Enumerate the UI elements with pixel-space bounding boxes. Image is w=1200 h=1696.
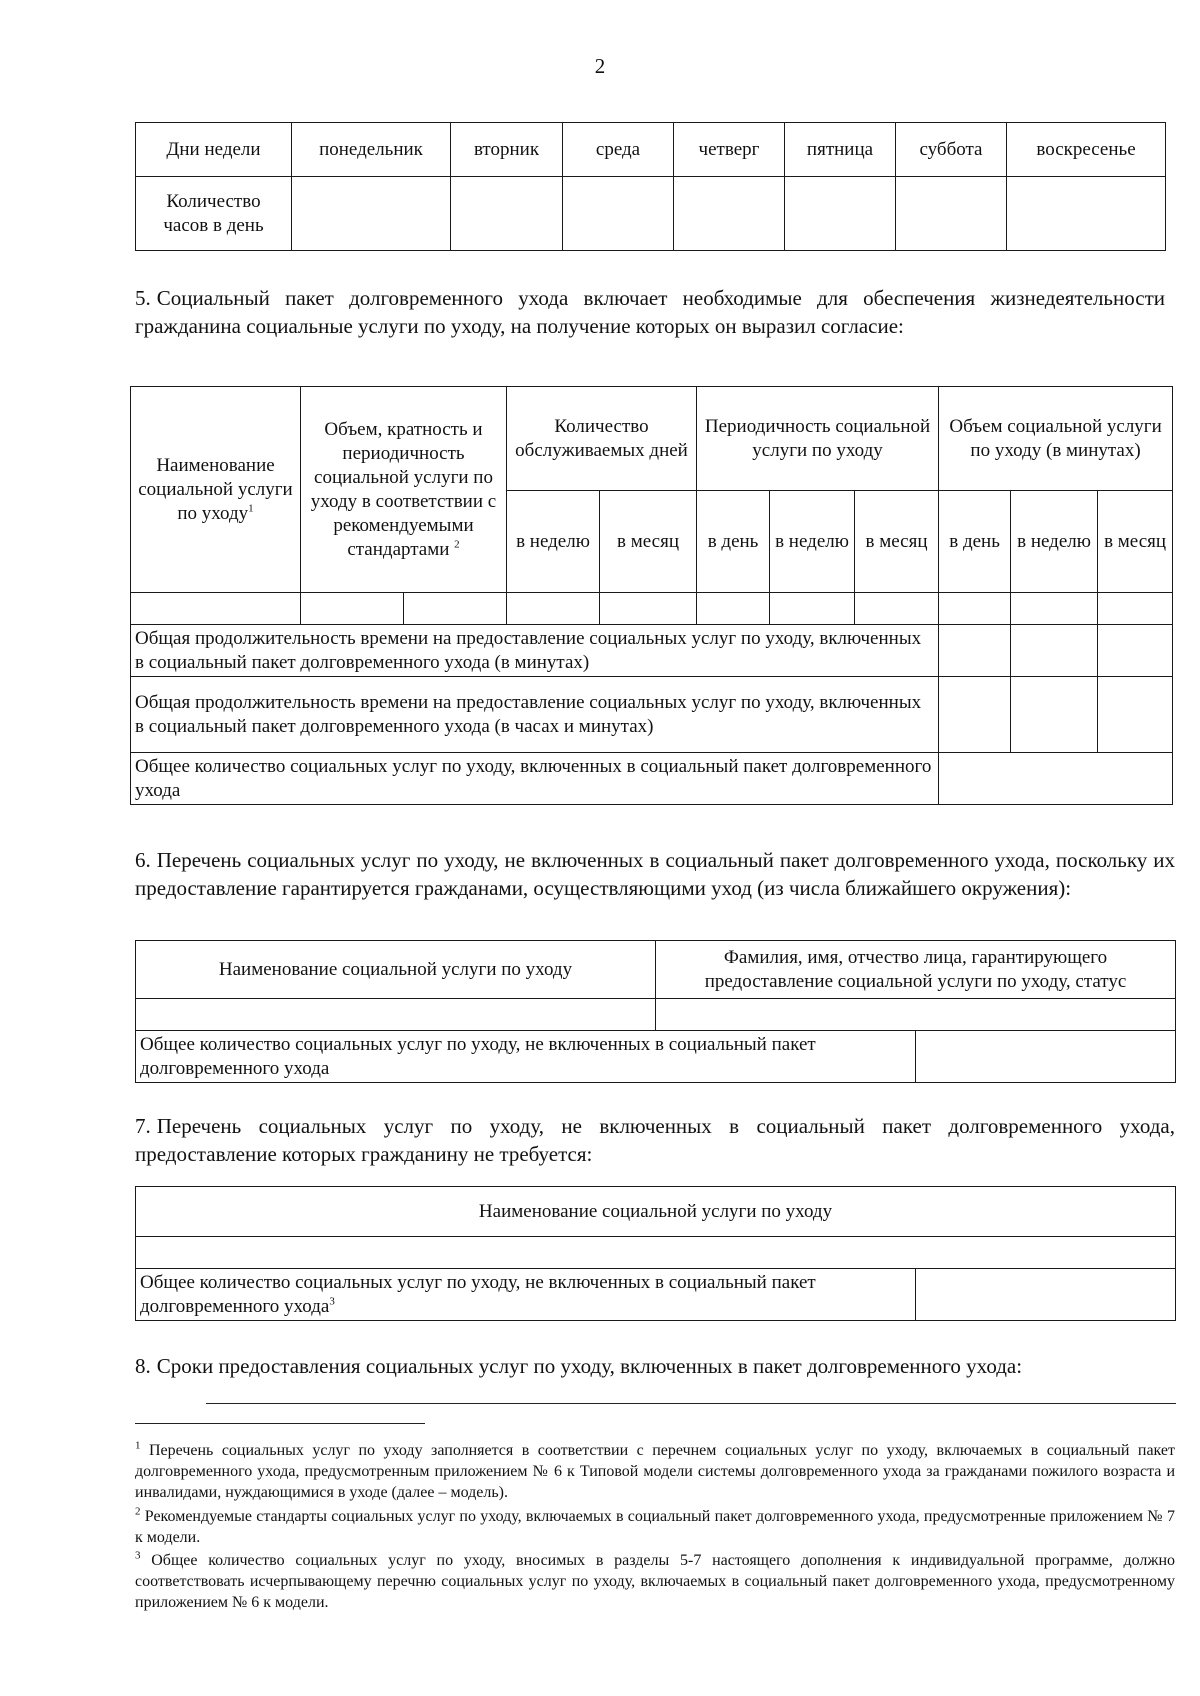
entry-cell[interactable] (916, 1269, 1176, 1321)
day-monday: понедельник (292, 123, 451, 177)
entry-cell[interactable] (656, 999, 1176, 1031)
section-6: 6. Перечень социальных услуг по уходу, не включенных в социальный пакет долговременного ухода, поскольку их предоставление гарантируется гражданами, осуществляющими уход (из числа ближайшего окружения): (135, 848, 1175, 900)
entry-cell[interactable] (939, 677, 1011, 753)
footnote-1: $^1$ Перечень социальных услуг по уходу заполняется в соответствии с перечнем социальных услуг по уходу, включаемых в социальный пакет долговременного ухода, предусмотренным приложением № 6 к Типовой модели системы долговременного ухода за гражданами пожилого возраста и инвалидами, нуждающимися в уходе (далее – модель). (135, 1439, 1176, 1501)
col-service-name: Наименование социальной услуги по уходу$^1$ (131, 387, 301, 593)
entry-cell[interactable] (855, 593, 939, 625)
section-5: 5. Социальный пакет долговременного ухода включает необходимые для обеспечения жизнедеятельности гражданина социальные услуги по уходу, на получение которых он выразил согласие: (135, 286, 1165, 338)
entry-cell[interactable] (1098, 625, 1173, 677)
entry-cell[interactable] (1011, 677, 1098, 753)
hours-cell[interactable] (563, 177, 674, 251)
entry-cell[interactable] (136, 1237, 1176, 1269)
day-sunday: воскресенье (1007, 123, 1166, 177)
entry-cell[interactable] (939, 753, 1173, 805)
footnote-3: $^3$ Общее количество социальных услуг по уходу, вносимых в разделы 5-7 настоящего дополнения к индивидуальной программе, должно соответствовать исчерпывающему перечню социальных услуг по уходу, включаемых в социальный пакет долговременного ухода, предусмотренному приложением № 6 к модели. (135, 1549, 1176, 1611)
day-friday: пятница (785, 123, 896, 177)
fill-in-line[interactable] (206, 1403, 1176, 1404)
entry-cell[interactable] (507, 593, 600, 625)
hours-cell[interactable] (785, 177, 896, 251)
hours-cell[interactable] (1007, 177, 1166, 251)
entry-cell[interactable] (1011, 593, 1098, 625)
day-saturday: суббота (896, 123, 1007, 177)
col-guarantor: Фамилия, имя, отчество лица, гарантирующего предоставление социальной услуги по уходу, статус (656, 941, 1176, 999)
schedule-table (135, 122, 1166, 251)
day-thursday: четверг (674, 123, 785, 177)
col-days: Количество обслуживаемых дней (507, 387, 697, 491)
entry-cell[interactable] (1098, 593, 1173, 625)
entry-cell[interactable] (136, 999, 656, 1031)
entry-cell[interactable] (301, 593, 404, 625)
sub-day: в день (939, 491, 1011, 593)
day-wednesday: среда (563, 123, 674, 177)
hours-cell[interactable] (896, 177, 1007, 251)
days-label: Дни недели (136, 123, 292, 177)
total-hours-label: Общая продолжительность времени на предоставление социальных услуг по уходу, включенных в социальный пакет долговременного ухода (в часах и минутах) (131, 677, 939, 753)
col-periodicity: Периодичность социальной услуги по уходу (697, 387, 939, 491)
entry-cell[interactable] (1098, 677, 1173, 753)
table-6 (135, 940, 1176, 1083)
table-7-total-label: Общее количество социальных услуг по уходу, не включенных в социальный пакет долговременного ухода$^3$ (136, 1269, 916, 1321)
sub-week: в неделю (1011, 491, 1098, 593)
sub-week: в неделю (507, 491, 600, 593)
entry-cell[interactable] (697, 593, 770, 625)
sub-week: в неделю (770, 491, 855, 593)
hours-cell[interactable] (292, 177, 451, 251)
section-8: 8. Сроки предоставления социальных услуг по уходу, включенных в пакет долговременного ухода: (135, 1354, 1023, 1378)
sub-day: в день (697, 491, 770, 593)
day-tuesday: вторник (451, 123, 563, 177)
table-6-total-label: Общее количество социальных услуг по уходу, не включенных в социальный пакет долговременного ухода (136, 1031, 916, 1083)
entry-cell[interactable] (404, 593, 507, 625)
entry-cell[interactable] (939, 593, 1011, 625)
table-7 (135, 1186, 1176, 1321)
entry-cell[interactable] (939, 625, 1011, 677)
total-minutes-label: Общая продолжительность времени на предоставление социальных услуг по уходу, включенных в социальный пакет долговременного ухода (в минутах) (131, 625, 939, 677)
sub-month: в месяц (1098, 491, 1173, 593)
footnote-separator (135, 1423, 425, 1424)
footnote-2: $^2$ Рекомендуемые стандарты социальных услуг по уходу, включаемых в социальный пакет долговременного ухода, предусмотренные приложением № 7 к модели. (135, 1505, 1176, 1546)
entry-cell[interactable] (770, 593, 855, 625)
sub-month: в месяц (855, 491, 939, 593)
hours-cell[interactable] (674, 177, 785, 251)
entry-cell[interactable] (916, 1031, 1176, 1083)
entry-cell[interactable] (600, 593, 697, 625)
col-volume: Объем, кратность и периодичность социальной услуги по уходу в соответствии с рекомендуемыми стандартами $^2$ (301, 387, 507, 593)
col-minutes: Объем социальной услуги по уходу (в минутах) (939, 387, 1173, 491)
sub-month: в месяц (600, 491, 697, 593)
entry-cell[interactable] (1011, 625, 1098, 677)
total-count-label: Общее количество социальных услуг по уходу, включенных в социальный пакет долговременного ухода (131, 753, 939, 805)
section-7: 7. Перечень социальных услуг по уходу, не включенных в социальный пакет долговременного ухода, предоставление которых гражданину не требуется: (135, 1114, 1175, 1166)
col-service-name: Наименование социальной услуги по уходу (136, 1187, 1176, 1237)
page-number: 2 (594, 54, 606, 78)
hours-label: Количество часов в день (136, 177, 292, 251)
hours-cell[interactable] (451, 177, 563, 251)
entry-cell[interactable] (131, 593, 301, 625)
care-package-table (130, 386, 1173, 805)
col-service-name: Наименование социальной услуги по уходу (136, 941, 656, 999)
